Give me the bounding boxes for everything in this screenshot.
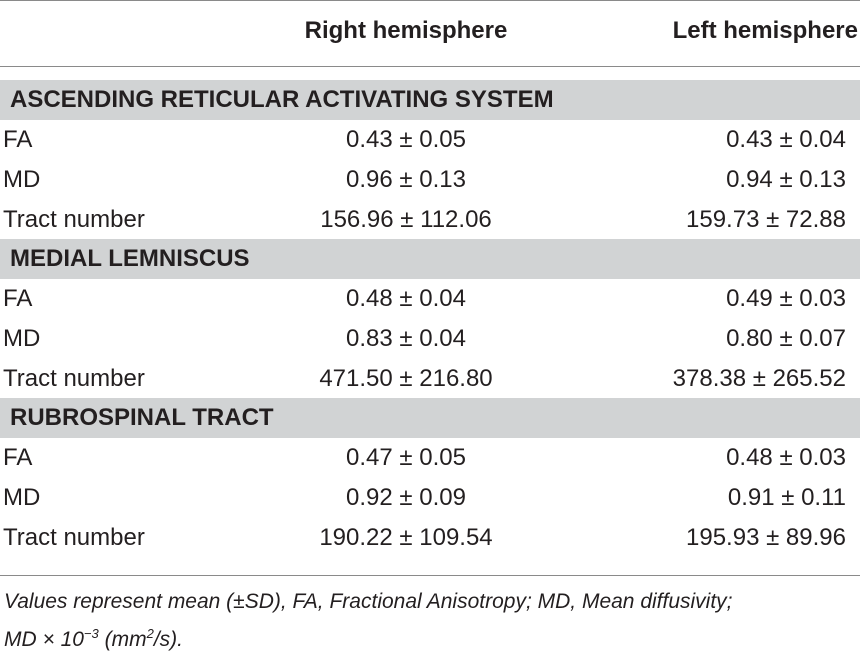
right-hemisphere-value: 471.50 ± 216.80	[319, 365, 493, 392]
table-row	[0, 438, 860, 478]
row-label: FA	[3, 444, 33, 471]
left-hemisphere-value: 159.73 ± 72.88	[686, 206, 846, 233]
table-row	[0, 478, 860, 518]
section-title: ASCENDING RETICULAR ACTIVATING SYSTEM	[10, 86, 554, 113]
right-hemisphere-value: 0.47 ± 0.05	[346, 444, 466, 471]
table-row	[0, 200, 860, 240]
right-hemisphere-value: 0.43 ± 0.05	[346, 126, 466, 153]
section-title: MEDIAL LEMNISCUS	[10, 245, 250, 272]
table-header-row	[0, 0, 860, 66]
column-header-right-hemisphere: Right hemisphere	[304, 17, 508, 44]
right-hemisphere-value: 0.96 ± 0.13	[346, 166, 466, 193]
footnote-exponent: −3	[83, 626, 99, 641]
right-hemisphere-value: 156.96 ± 112.06	[320, 206, 492, 233]
left-hemisphere-value: 378.38 ± 265.52	[672, 365, 846, 392]
left-hemisphere-value: 195.93 ± 89.96	[686, 524, 846, 551]
left-hemisphere-value: 0.91 ± 0.11	[727, 484, 846, 511]
footnote-units-superscript: 2	[146, 626, 154, 641]
left-hemisphere-value: 0.80 ± 0.07	[726, 325, 846, 352]
table-row	[0, 359, 860, 399]
right-hemisphere-value: 190.22 ± 109.54	[319, 524, 493, 551]
left-hemisphere-value: 0.43 ± 0.04	[726, 126, 846, 153]
row-label: FA	[3, 126, 33, 153]
table-header-rule	[0, 66, 860, 67]
section-header-rubrospinal-tract	[0, 398, 860, 438]
table-bottom-rule	[0, 575, 860, 576]
left-hemisphere-value: 0.49 ± 0.03	[726, 285, 846, 312]
right-hemisphere-value: 0.48 ± 0.04	[346, 285, 466, 312]
footnote-line-2	[4, 618, 858, 656]
footnote-units-suffix: /s).	[153, 628, 184, 651]
column-header-left-hemisphere: Left hemisphere	[672, 17, 858, 44]
row-label: Tract number	[3, 365, 145, 392]
row-label: FA	[3, 285, 33, 312]
footnote-units-prefix: MD × 10	[4, 628, 84, 651]
section-title: RUBROSPINAL TRACT	[10, 404, 274, 431]
table-row	[0, 120, 860, 160]
table-row	[0, 518, 860, 558]
table-footnote	[4, 586, 858, 656]
row-label: Tract number	[3, 206, 145, 233]
row-label: MD	[3, 484, 41, 511]
left-hemisphere-value: 0.94 ± 0.13	[726, 166, 846, 193]
table-row	[0, 160, 860, 200]
row-label: Tract number	[3, 524, 145, 551]
left-hemisphere-value: 0.48 ± 0.03	[726, 444, 846, 471]
footnote-units-mid: (mm	[98, 628, 147, 651]
row-label: MD	[3, 166, 41, 193]
footnote-line-1: Values represent mean (±SD), FA, Fractional Anisotropy; MD, Mean diffusivity;	[4, 590, 733, 613]
table-row	[0, 279, 860, 319]
section-header-aras	[0, 80, 860, 120]
right-hemisphere-value: 0.92 ± 0.09	[346, 484, 466, 511]
section-header-medial-lemniscus	[0, 239, 860, 279]
right-hemisphere-value: 0.83 ± 0.04	[346, 325, 466, 352]
table-row	[0, 319, 860, 359]
row-label: MD	[3, 325, 41, 352]
